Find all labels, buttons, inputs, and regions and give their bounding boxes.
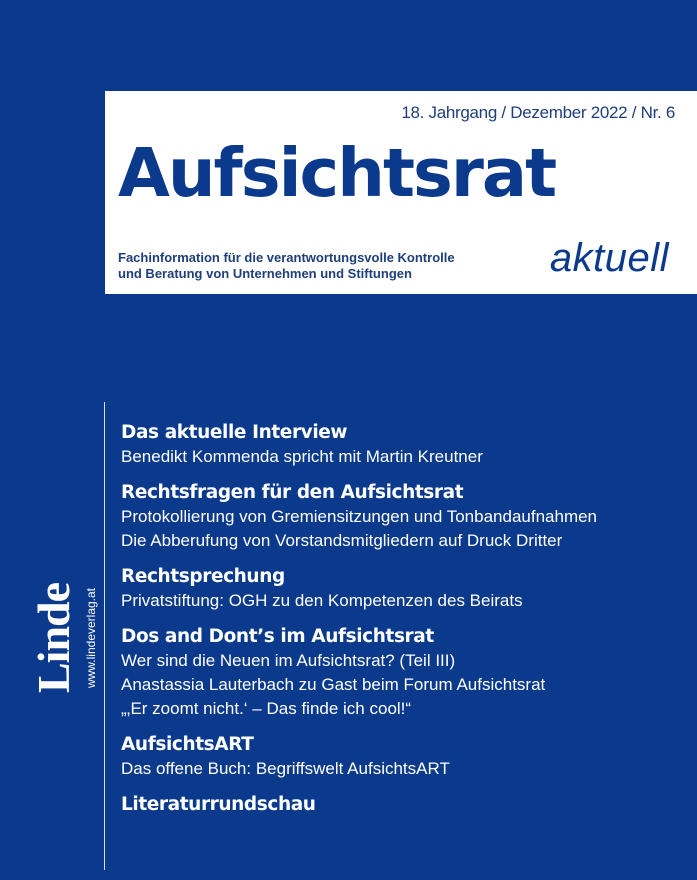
subtitle-line-2: und Beratung von Unternehmen und Stiftungen	[118, 266, 412, 281]
publisher-url: www.lindeverlag.at	[84, 587, 98, 689]
section-item: Benedikt Kommenda spricht mit Martin Kreutner	[121, 447, 483, 466]
toc-section-literatur	[121, 792, 681, 817]
section-item: Privatstiftung: OGH zu den Kompetenzen des Beirats	[121, 591, 523, 610]
divider-line	[104, 402, 105, 870]
subtitle-line-1: Fachinformation für die verantwortungsvolle Kontrolle	[118, 250, 455, 265]
section-item: Das offene Buch: Begriffswelt AufsichtsART	[121, 759, 450, 778]
section-title: Das aktuelle Interview	[121, 422, 348, 443]
section-item: Wer sind die Neuen im Aufsichtsrat? (Teil III)	[121, 651, 456, 670]
table-of-contents	[121, 420, 681, 828]
toc-section-aufsichtsart	[121, 732, 681, 781]
section-item: Anastassia Lauterbach zu Gast beim Forum Aufsichtsrat	[121, 675, 546, 694]
section-title: Literaturrundschau	[121, 794, 316, 815]
section-item: Protokollierung von Gremiensitzungen und Tonbandaufnahmen	[121, 507, 598, 526]
title-suffix: aktuell	[549, 236, 669, 280]
section-title: Dos and Dont’s im Aufsichtsrat	[121, 626, 434, 647]
toc-section-rechtsfragen	[121, 480, 681, 553]
toc-section-dos-and-donts	[121, 624, 681, 721]
masthead	[105, 91, 697, 294]
magazine-title: Aufsichtsrat	[118, 134, 556, 212]
toc-section-interview	[121, 420, 681, 469]
magazine-subtitle	[118, 250, 455, 282]
issue-info: 18. Jahrgang / Dezember 2022 / Nr. 6	[401, 103, 675, 122]
toc-section-rechtsprechung	[121, 564, 681, 613]
publisher-logo	[28, 578, 98, 698]
section-item: Die Abberufung von Vorstandsmitgliedern auf Druck Dritter	[121, 531, 563, 550]
publisher-name: Linde	[28, 582, 79, 694]
section-title: Rechtsfragen für den Aufsichtsrat	[121, 482, 464, 503]
section-title: AufsichtsART	[121, 734, 254, 755]
section-title: Rechtsprechung	[121, 566, 285, 587]
section-item: „‚Er zoomt nicht.‘ – Das finde ich cool!“	[121, 699, 412, 718]
